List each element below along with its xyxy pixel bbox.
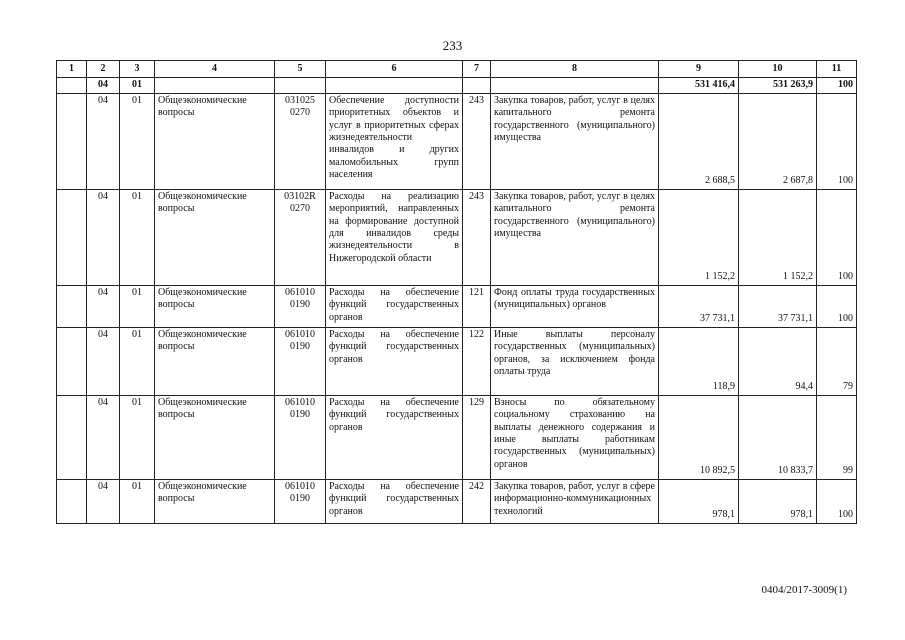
- table-cell: [57, 189, 87, 285]
- target-article-code: 061010 0190: [275, 479, 326, 523]
- summary-actual: 531 263,9: [739, 78, 817, 93]
- summary-row: [57, 78, 857, 93]
- table-row: [57, 93, 857, 189]
- table-cell: [491, 78, 659, 93]
- table-cell: [57, 285, 87, 327]
- section-code: 04: [87, 78, 120, 93]
- column-header: 1: [57, 61, 87, 78]
- actual-amount: 2 687,8: [739, 93, 817, 189]
- expense-type-code: 242: [463, 479, 491, 523]
- section-code: 04: [87, 395, 120, 479]
- target-article-code: 061010 0190: [275, 327, 326, 395]
- article-name: Расходы на обеспечение функций государственных органов: [326, 395, 463, 479]
- table-row: [57, 189, 857, 285]
- subsection-code: 01: [120, 93, 155, 189]
- column-header: 11: [817, 61, 857, 78]
- actual-amount: 94,4: [739, 327, 817, 395]
- table-cell: [57, 327, 87, 395]
- target-article-code: 061010 0190: [275, 395, 326, 479]
- expense-type-code: 243: [463, 189, 491, 285]
- budget-table: [56, 60, 857, 524]
- table-cell: [275, 78, 326, 93]
- subsection-code: 01: [120, 327, 155, 395]
- subsection-code: 01: [120, 78, 155, 93]
- table-row: [57, 285, 857, 327]
- page-number: 233: [442, 38, 463, 53]
- expense-type-name: Фонд оплаты труда государственных (муниципальных) органов: [491, 285, 659, 327]
- expense-type-name: Закупка товаров, работ, услуг в целях капитального ремонта государственного (муниципального) имущества: [491, 189, 659, 285]
- actual-amount: 978,1: [739, 479, 817, 523]
- expense-type-name: Закупка товаров, работ, услуг в сфере информационно-коммуникационных технологий: [491, 479, 659, 523]
- summary-percent: 100: [817, 78, 857, 93]
- planned-amount: 2 688,5: [659, 93, 739, 189]
- column-header: 9: [659, 61, 739, 78]
- section-code: 04: [87, 93, 120, 189]
- execution-percent: 100: [817, 189, 857, 285]
- expense-type-name: Взносы по обязательному социальному страхованию на выплаты денежного содержания и иные выплаты работникам государственных (муниципальных) органов: [491, 395, 659, 479]
- document-code: 0404/2017-3009(1): [761, 584, 847, 596]
- table-cell: [57, 395, 87, 479]
- actual-amount: 1 152,2: [739, 189, 817, 285]
- expense-type-code: 243: [463, 93, 491, 189]
- table-cell: [57, 93, 87, 189]
- planned-amount: 1 152,2: [659, 189, 739, 285]
- execution-percent: 99: [817, 395, 857, 479]
- target-article-code: 061010 0190: [275, 285, 326, 327]
- table-cell: [326, 78, 463, 93]
- expense-type-name: Иные выплаты персоналу государственных (муниципальных) органов, за исключением фонда оплаты труда: [491, 327, 659, 395]
- table-cell: [155, 78, 275, 93]
- planned-amount: 118,9: [659, 327, 739, 395]
- section-code: 04: [87, 327, 120, 395]
- section-name: Общеэкономические вопросы: [155, 327, 275, 395]
- column-header: 2: [87, 61, 120, 78]
- article-name: Расходы на обеспечение функций государственных органов: [326, 285, 463, 327]
- table-cell: [463, 78, 491, 93]
- column-header: 5: [275, 61, 326, 78]
- header-row: [57, 61, 857, 78]
- expense-type-code: 129: [463, 395, 491, 479]
- column-header: 6: [326, 61, 463, 78]
- subsection-code: 01: [120, 285, 155, 327]
- section-name: Общеэкономические вопросы: [155, 189, 275, 285]
- subsection-code: 01: [120, 189, 155, 285]
- planned-amount: 978,1: [659, 479, 739, 523]
- article-name: Расходы на обеспечение функций государственных органов: [326, 327, 463, 395]
- column-header: 8: [491, 61, 659, 78]
- subsection-code: 01: [120, 395, 155, 479]
- section-name: Общеэкономические вопросы: [155, 479, 275, 523]
- section-name: Общеэкономические вопросы: [155, 395, 275, 479]
- target-article-code: 031025 0270: [275, 93, 326, 189]
- execution-percent: 100: [817, 285, 857, 327]
- table-row: [57, 327, 857, 395]
- table-cell: [57, 78, 87, 93]
- column-header: 3: [120, 61, 155, 78]
- expense-type-name: Закупка товаров, работ, услуг в целях капитального ремонта государственного (муниципального) имущества: [491, 93, 659, 189]
- column-header: 10: [739, 61, 817, 78]
- table-row: [57, 479, 857, 523]
- subsection-code: 01: [120, 479, 155, 523]
- expense-type-code: 122: [463, 327, 491, 395]
- article-name: Расходы на реализацию мероприятий, направленных на формирование доступной для инвалидов среды жизнедеятельности в Нижегородской области: [326, 189, 463, 285]
- planned-amount: 10 892,5: [659, 395, 739, 479]
- actual-amount: 37 731,1: [739, 285, 817, 327]
- table-row: [57, 395, 857, 479]
- actual-amount: 10 833,7: [739, 395, 817, 479]
- target-article-code: 03102R 0270: [275, 189, 326, 285]
- section-code: 04: [87, 189, 120, 285]
- article-name: Расходы на обеспечение функций государственных органов: [326, 479, 463, 523]
- execution-percent: 79: [817, 327, 857, 395]
- section-code: 04: [87, 479, 120, 523]
- summary-planned: 531 416,4: [659, 78, 739, 93]
- section-code: 04: [87, 285, 120, 327]
- table-cell: [57, 479, 87, 523]
- execution-percent: 100: [817, 479, 857, 523]
- column-header: 7: [463, 61, 491, 78]
- column-header: 4: [155, 61, 275, 78]
- article-name: Обеспечение доступности приоритетных объектов и услуг в приоритетных сферах жизнедеятельности инвалидов и других маломобильных групп населения: [326, 93, 463, 189]
- planned-amount: 37 731,1: [659, 285, 739, 327]
- section-name: Общеэкономические вопросы: [155, 285, 275, 327]
- execution-percent: 100: [817, 93, 857, 189]
- section-name: Общеэкономические вопросы: [155, 93, 275, 189]
- expense-type-code: 121: [463, 285, 491, 327]
